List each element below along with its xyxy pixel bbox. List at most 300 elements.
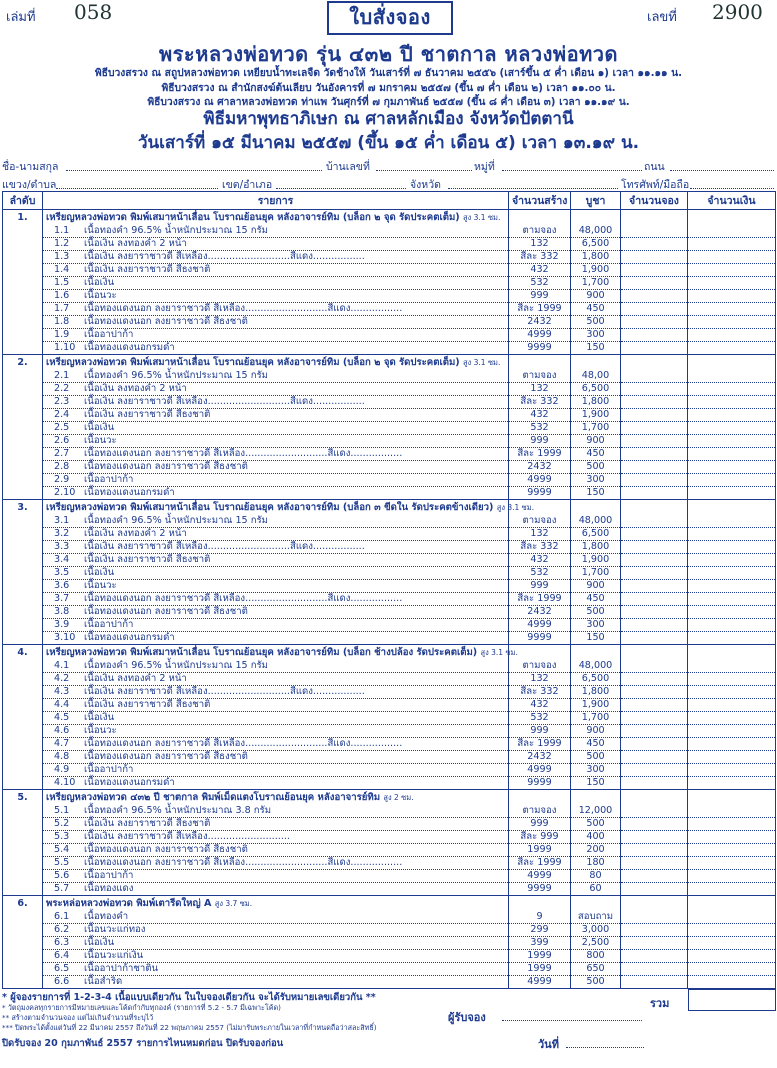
order-qty-field[interactable]	[621, 422, 688, 435]
row-spacer	[3, 937, 43, 950]
order-qty-field[interactable]	[621, 370, 688, 383]
table-row	[3, 303, 776, 316]
amount-field[interactable]	[688, 738, 776, 751]
item-name: เนื้อเงิน ลงยาราชาวดี สีธงชาติ	[84, 409, 211, 420]
item-price: 800	[571, 950, 621, 963]
order-qty-field[interactable]	[621, 593, 688, 606]
order-qty-field[interactable]	[621, 911, 688, 924]
amount-field[interactable]	[688, 606, 776, 619]
item-build-qty: 432	[509, 409, 571, 422]
amount-field[interactable]	[688, 422, 776, 435]
row-spacer	[3, 686, 43, 699]
amount-field[interactable]	[688, 924, 776, 937]
item-number: 4.1	[54, 660, 70, 671]
item-cell	[43, 396, 509, 409]
item-build-qty: สีละ 332	[509, 396, 571, 409]
item-name: เนื้อทองคำ 96.5% น้ำหนักประมาณ 15 กรัม	[84, 515, 268, 526]
order-qty-field[interactable]	[621, 963, 688, 976]
item-number: 6.6	[54, 976, 70, 987]
row-spacer	[3, 805, 43, 818]
amount-field[interactable]	[688, 580, 776, 593]
item-cell	[43, 474, 509, 487]
total-amount-box[interactable]	[688, 989, 776, 1011]
item-price: 200	[571, 844, 621, 857]
order-qty-field[interactable]	[621, 924, 688, 937]
table-row	[3, 738, 776, 751]
section-amount-cell	[688, 500, 776, 516]
item-cell	[43, 329, 509, 342]
table-row	[3, 976, 776, 989]
item-name: เนื้อทองแดงนอก ลงยาราชาวดี สีธงชาติ	[84, 606, 248, 617]
order-qty-field[interactable]	[621, 818, 688, 831]
row-spacer	[3, 567, 43, 580]
item-number: 4.8	[54, 751, 70, 762]
order-qty-field[interactable]	[621, 751, 688, 764]
table-row	[3, 370, 776, 383]
item-cell	[43, 712, 509, 725]
row-spacer	[3, 448, 43, 461]
amount-field[interactable]	[688, 712, 776, 725]
order-qty-field[interactable]	[621, 870, 688, 883]
item-build-qty: สีละ 1999	[509, 738, 571, 751]
order-qty-field[interactable]	[621, 515, 688, 528]
amount-field[interactable]	[688, 290, 776, 303]
item-build-qty: สีละ 1999	[509, 857, 571, 870]
item-number: 2.2	[54, 383, 70, 394]
phone-field[interactable]	[690, 188, 774, 189]
item-cell	[43, 580, 509, 593]
item-name: เนื้อเงิน ลงยาราชาวดี สีธงชาติ	[84, 554, 211, 565]
section-size: สูง 3.1 ซม.	[463, 357, 501, 367]
table-header-row	[3, 192, 776, 210]
subdistrict-label: แขวง/ตำบล	[2, 179, 57, 191]
row-spacer	[3, 528, 43, 541]
item-name: เนื้อเงิน ลงยาราชาวดี สีเหลือง...........................	[84, 831, 290, 842]
order-qty-field[interactable]	[621, 580, 688, 593]
order-qty-field[interactable]	[621, 976, 688, 989]
amount-field[interactable]	[688, 383, 776, 396]
table-row	[3, 342, 776, 355]
order-qty-field[interactable]	[621, 277, 688, 290]
item-cell	[43, 277, 509, 290]
item-name: เนื้ออาปาก้าชาติน	[84, 963, 159, 974]
item-name: เนื้อนวะแก่เงิน	[84, 950, 144, 961]
item-name: เนื้อเงิน ลงยาราชาวดี สีเหลือง...........................สีแดง.................	[84, 541, 365, 552]
row-spacer	[3, 883, 43, 896]
province-label: จังหวัด	[410, 179, 441, 191]
item-number: 1.7	[54, 303, 70, 314]
moo-field[interactable]	[502, 170, 642, 171]
table-row	[3, 844, 776, 857]
item-cell	[43, 660, 509, 673]
amount-field[interactable]	[688, 329, 776, 342]
amount-field[interactable]	[688, 818, 776, 831]
table-row	[3, 686, 776, 699]
amount-field[interactable]	[688, 251, 776, 264]
amount-field[interactable]	[688, 911, 776, 924]
item-build-qty: สีละ 1999	[509, 593, 571, 606]
item-cell	[43, 567, 509, 580]
item-cell	[43, 725, 509, 738]
date-label: วันที่	[538, 1038, 559, 1051]
order-qty-field[interactable]	[621, 225, 688, 238]
amount-field[interactable]	[688, 619, 776, 632]
orderer-field[interactable]	[502, 1020, 642, 1021]
order-qty-field[interactable]	[621, 264, 688, 277]
note-3: *** ปิดพระได้ตั้งแต่วันที่ 22 มีนาคม 2557 ถึงวันที่ 22 พฤษภาคม 2557 (ไม่มารับพระภายในเวลาที่กำหนดถือว่าสละสิทธิ์)	[2, 1023, 377, 1032]
item-cell	[43, 699, 509, 712]
order-qty-field[interactable]	[621, 541, 688, 554]
col-header-no: ลำดับ	[3, 192, 43, 210]
item-number: 1.10	[54, 342, 76, 353]
amount-field[interactable]	[688, 844, 776, 857]
item-build-qty: 132	[509, 383, 571, 396]
road-label: ถนน	[644, 161, 665, 173]
order-qty-field[interactable]	[621, 805, 688, 818]
item-build-qty: 999	[509, 435, 571, 448]
item-cell	[43, 738, 509, 751]
table-row	[3, 487, 776, 500]
name-field[interactable]	[66, 170, 322, 171]
item-price: 450	[571, 593, 621, 606]
item-name: เนื้อนวะ	[84, 580, 117, 591]
item-build-qty: 4999	[509, 870, 571, 883]
order-qty-field[interactable]	[621, 474, 688, 487]
table-row	[3, 277, 776, 290]
section-qty-cell	[509, 896, 571, 912]
section-size: สูง 3.7 ซม.	[214, 898, 253, 908]
item-number: 3.7	[54, 593, 70, 604]
order-qty-field[interactable]	[621, 409, 688, 422]
table-row	[3, 435, 776, 448]
row-spacer	[3, 593, 43, 606]
item-price: 1,800	[571, 541, 621, 554]
date-field[interactable]	[566, 1047, 644, 1048]
order-qty-field[interactable]	[621, 937, 688, 950]
item-name: เนื้อทองคำ 96.5% น้ำหนักประมาณ 15 กรัม	[84, 370, 268, 381]
total-label: รวม	[650, 997, 670, 1010]
amount-field[interactable]	[688, 342, 776, 355]
item-number: 5.6	[54, 870, 70, 881]
order-qty-field[interactable]	[621, 290, 688, 303]
item-build-qty: 4999	[509, 619, 571, 632]
item-name: เนื้อทองแดงนอก ลงยาราชาวดี สีธงชาติ	[84, 844, 248, 855]
item-price: 900	[571, 725, 621, 738]
province-field[interactable]	[448, 188, 618, 189]
amount-field[interactable]	[688, 764, 776, 777]
order-qty-field[interactable]	[621, 857, 688, 870]
item-build-qty: ตามจอง	[509, 515, 571, 528]
item-price: 500	[571, 316, 621, 329]
amount-field[interactable]	[688, 632, 776, 645]
col-header-amount: จำนวนเงิน	[688, 192, 776, 210]
item-cell	[43, 554, 509, 567]
amount-field[interactable]	[688, 777, 776, 790]
item-name: เนื้อเงิน	[84, 422, 115, 433]
section-amount-cell	[688, 355, 776, 371]
amount-field[interactable]	[688, 264, 776, 277]
item-price: 6,500	[571, 238, 621, 251]
table-row	[3, 619, 776, 632]
amount-field[interactable]	[688, 870, 776, 883]
amount-field[interactable]	[688, 541, 776, 554]
col-header-order-qty: จำนวนจอง	[621, 192, 688, 210]
item-price: 1,900	[571, 699, 621, 712]
table-row	[3, 712, 776, 725]
amount-field[interactable]	[688, 409, 776, 422]
item-number: 3.1	[54, 515, 70, 526]
row-spacer	[3, 396, 43, 409]
table-row	[3, 396, 776, 409]
row-spacer	[3, 487, 43, 500]
item-build-qty: 1999	[509, 963, 571, 976]
table-row	[3, 593, 776, 606]
amount-field[interactable]	[688, 686, 776, 699]
amount-field[interactable]	[688, 831, 776, 844]
item-name: เนื้อเงิน ลงยาราชาวดี สีธงชาติ	[84, 818, 211, 829]
order-qty-field[interactable]	[621, 673, 688, 686]
order-qty-field[interactable]	[621, 686, 688, 699]
order-qty-field[interactable]	[621, 329, 688, 342]
amount-field[interactable]	[688, 515, 776, 528]
row-spacer	[3, 606, 43, 619]
section-size: สูง 2 ซม.	[383, 792, 414, 802]
item-build-qty: 9	[509, 911, 571, 924]
item-name: เนื้อทองแดงนอกรมดำ	[84, 342, 175, 353]
item-build-qty: สีละ 1999	[509, 448, 571, 461]
item-build-qty: 9999	[509, 342, 571, 355]
amount-field[interactable]	[688, 461, 776, 474]
item-cell	[43, 883, 509, 896]
amount-field[interactable]	[688, 751, 776, 764]
item-build-qty: 1999	[509, 844, 571, 857]
order-qty-field[interactable]	[621, 831, 688, 844]
row-spacer	[3, 976, 43, 989]
order-qty-field[interactable]	[621, 950, 688, 963]
row-spacer	[3, 911, 43, 924]
item-price: 1,800	[571, 396, 621, 409]
order-qty-field[interactable]	[621, 316, 688, 329]
item-build-qty: ตามจอง	[509, 370, 571, 383]
amount-field[interactable]	[688, 316, 776, 329]
item-name: เนื้อนวะ	[84, 290, 117, 301]
section-price-cell	[571, 645, 621, 661]
order-qty-field[interactable]	[621, 632, 688, 645]
amount-field[interactable]	[688, 950, 776, 963]
item-cell	[43, 316, 509, 329]
order-qty-field[interactable]	[621, 883, 688, 896]
item-price: 48,000	[571, 660, 621, 673]
amount-field[interactable]	[688, 805, 776, 818]
row-spacer	[3, 342, 43, 355]
row-spacer	[3, 474, 43, 487]
order-qty-field[interactable]	[621, 528, 688, 541]
item-price: 900	[571, 435, 621, 448]
item-price: 3,000	[571, 924, 621, 937]
order-qty-field[interactable]	[621, 303, 688, 316]
item-number: 4.4	[54, 699, 70, 710]
order-qty-field[interactable]	[621, 777, 688, 790]
order-qty-field[interactable]	[621, 396, 688, 409]
table-row	[3, 515, 776, 528]
table-row	[3, 632, 776, 645]
item-build-qty: 2432	[509, 751, 571, 764]
amount-field[interactable]	[688, 487, 776, 500]
table-row	[3, 751, 776, 764]
amount-field[interactable]	[688, 474, 776, 487]
item-cell	[43, 632, 509, 645]
row-spacer	[3, 632, 43, 645]
order-qty-field[interactable]	[621, 712, 688, 725]
item-name: เนื้อเงิน ลงทองคำ 2 หน้า	[84, 383, 187, 394]
item-name: เนื้อเงิน ลงยาราชาวดี สีธงชาติ	[84, 264, 211, 275]
item-price: 500	[571, 976, 621, 989]
amount-field[interactable]	[688, 883, 776, 896]
subdistrict-field[interactable]	[56, 188, 218, 189]
order-qty-field[interactable]	[621, 660, 688, 673]
amount-field[interactable]	[688, 857, 776, 870]
amount-field[interactable]	[688, 593, 776, 606]
order-qty-field[interactable]	[621, 435, 688, 448]
section-price-cell	[571, 790, 621, 806]
table-row	[3, 870, 776, 883]
section-order-cell	[621, 790, 688, 806]
item-cell	[43, 857, 509, 870]
item-build-qty: ตามจอง	[509, 805, 571, 818]
item-name: เนื้อทองแดงนอก ลงยาราชาวดี สีเหลือง...........................สีแดง.................	[84, 738, 403, 749]
item-price: 48,000	[571, 515, 621, 528]
amount-field[interactable]	[688, 725, 776, 738]
item-number: 4.2	[54, 673, 70, 684]
section-row	[3, 355, 776, 371]
amount-field[interactable]	[688, 660, 776, 673]
ceremony-line-1: พิธีบวงสรวง ณ สถูปหลวงพ่อทวด เหยียบน้ำทะเลจืด วัดช้างให้ วันเสาร์ที่ ๗ ธันวาคม ๒๕๕๖ (เสาร์ขึ้น ๕ ค่ำ เดือน ๑) เวลา ๑๑.๑๑ น.	[94, 67, 683, 79]
row-spacer	[3, 580, 43, 593]
item-name: เนื้อเงิน ลงยาราชาวดี สีธงชาติ	[84, 699, 211, 710]
item-name: เนื้อเงิน	[84, 712, 115, 723]
amount-field[interactable]	[688, 277, 776, 290]
section-row	[3, 645, 776, 661]
section-number: 2.	[3, 355, 43, 371]
item-price: 80	[571, 870, 621, 883]
item-number: 2.1	[54, 370, 70, 381]
order-qty-field[interactable]	[621, 342, 688, 355]
item-price: 400	[571, 831, 621, 844]
item-name: เนื้อเงิน	[84, 567, 115, 578]
row-spacer	[3, 751, 43, 764]
order-qty-field[interactable]	[621, 251, 688, 264]
road-field[interactable]	[670, 170, 774, 171]
item-cell	[43, 844, 509, 857]
amount-field[interactable]	[688, 396, 776, 409]
order-qty-field[interactable]	[621, 487, 688, 500]
item-number: 3.8	[54, 606, 70, 617]
amount-field[interactable]	[688, 225, 776, 238]
amount-field[interactable]	[688, 976, 776, 989]
item-cell	[43, 870, 509, 883]
district-field[interactable]	[276, 188, 406, 189]
item-cell	[43, 541, 509, 554]
section-amount-cell	[688, 645, 776, 661]
amount-field[interactable]	[688, 528, 776, 541]
order-qty-field[interactable]	[621, 448, 688, 461]
item-cell	[43, 777, 509, 790]
table-row	[3, 673, 776, 686]
row-spacer	[3, 857, 43, 870]
order-qty-field[interactable]	[621, 738, 688, 751]
amount-field[interactable]	[688, 567, 776, 580]
row-spacer	[3, 303, 43, 316]
row-spacer	[3, 777, 43, 790]
order-qty-field[interactable]	[621, 554, 688, 567]
item-build-qty: 2432	[509, 606, 571, 619]
amount-field[interactable]	[688, 303, 776, 316]
order-qty-field[interactable]	[621, 844, 688, 857]
order-qty-field[interactable]	[621, 699, 688, 712]
item-cell	[43, 487, 509, 500]
table-row	[3, 924, 776, 937]
table-row	[3, 818, 776, 831]
order-qty-field[interactable]	[621, 725, 688, 738]
order-qty-field[interactable]	[621, 383, 688, 396]
item-number: 1.3	[54, 251, 70, 262]
item-name: เนื้อทองคำ 96.5% น้ำหนักประมาณ 3.8 กรัม	[84, 805, 272, 816]
item-price: 150	[571, 487, 621, 500]
amount-field[interactable]	[688, 963, 776, 976]
col-header-build-qty: จำนวนสร้าง	[509, 192, 571, 210]
item-price: 150	[571, 632, 621, 645]
amount-field[interactable]	[688, 937, 776, 950]
section-price-cell	[571, 896, 621, 912]
item-build-qty: สีละ 332	[509, 251, 571, 264]
amount-field[interactable]	[688, 238, 776, 251]
order-qty-field[interactable]	[621, 238, 688, 251]
order-qty-field[interactable]	[621, 764, 688, 777]
order-qty-field[interactable]	[621, 567, 688, 580]
section-qty-cell	[509, 790, 571, 806]
item-number: 3.4	[54, 554, 70, 565]
item-price: 1,900	[571, 554, 621, 567]
item-build-qty: 999	[509, 725, 571, 738]
item-name: เนื้อเงิน ลงทองคำ 2 หน้า	[84, 673, 187, 684]
amount-field[interactable]	[688, 370, 776, 383]
item-number: 2.5	[54, 422, 70, 433]
item-price: 12,000	[571, 805, 621, 818]
book-label: เล่มที่	[6, 10, 36, 25]
book-number: 058	[74, 0, 113, 24]
amount-field[interactable]	[688, 435, 776, 448]
item-name: เนื้ออาปาก้า	[84, 870, 134, 881]
amount-field[interactable]	[688, 673, 776, 686]
table-row	[3, 857, 776, 870]
order-qty-field[interactable]	[621, 461, 688, 474]
item-number: 2.3	[54, 396, 70, 407]
item-build-qty: ตามจอง	[509, 225, 571, 238]
house-no-field[interactable]	[376, 170, 472, 171]
table-row	[3, 409, 776, 422]
row-spacer	[3, 818, 43, 831]
item-cell	[43, 963, 509, 976]
amount-field[interactable]	[688, 448, 776, 461]
amount-field[interactable]	[688, 699, 776, 712]
amount-field[interactable]	[688, 554, 776, 567]
order-qty-field[interactable]	[621, 606, 688, 619]
row-spacer	[3, 277, 43, 290]
table-row	[3, 764, 776, 777]
order-qty-field[interactable]	[621, 619, 688, 632]
table-row	[3, 474, 776, 487]
item-build-qty: 299	[509, 924, 571, 937]
